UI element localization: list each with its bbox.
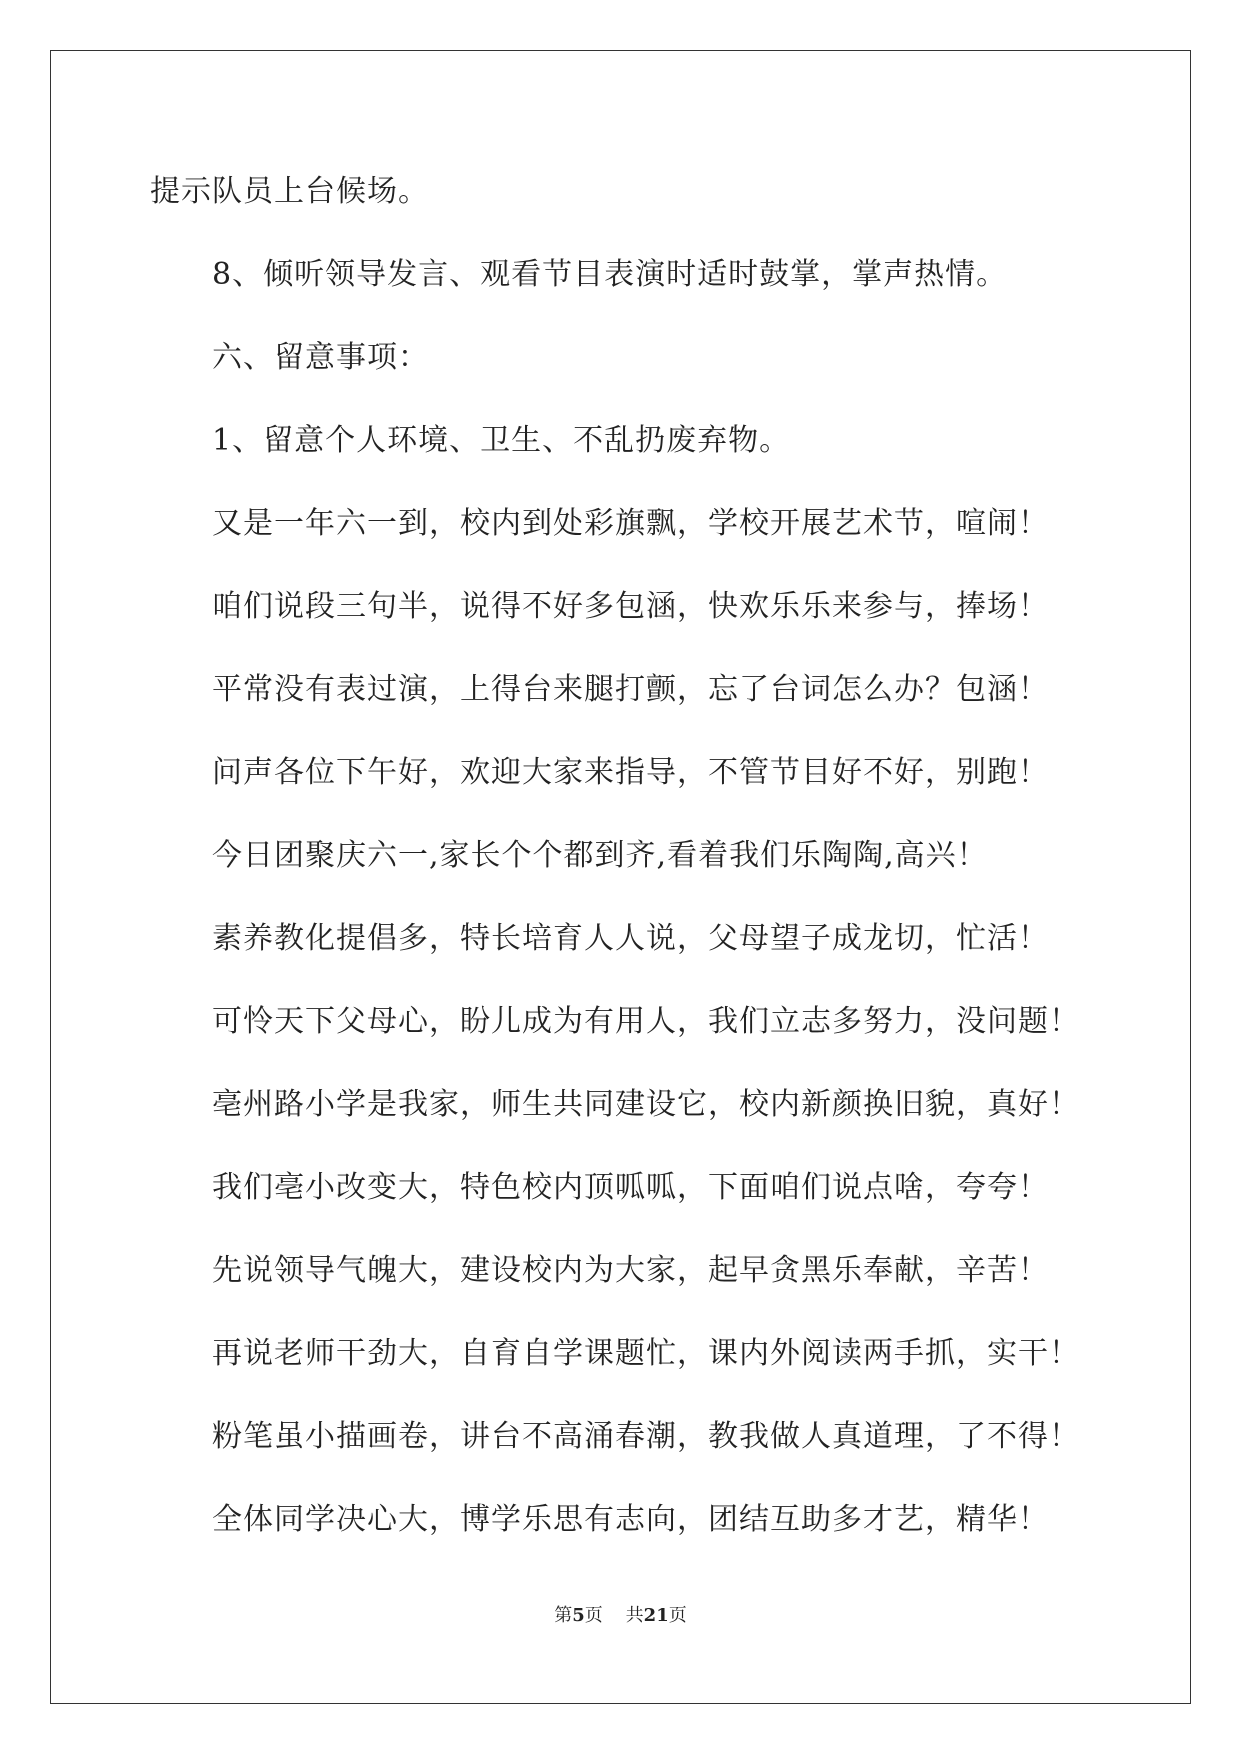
text-line-14: 先说领导气魄大，建设校内为大家，起早贪黑乐奉献，辛苦！ xyxy=(212,1253,1049,1288)
text-line-6: 咱们说段三句半，说得不好多包涵，快欢乐乐来参与，捧场！ xyxy=(212,589,1049,624)
text-line-17: 全体同学决心大，博学乐思有志向，团结互助多才艺，精华！ xyxy=(212,1502,1049,1537)
text-line-13: 我们亳小改变大，特色校内顶呱呱，下面咱们说点啥，夸夸！ xyxy=(212,1170,1049,1205)
text-line-4: 1、留意个人环境、卫生、不乱扔废弃物。 xyxy=(212,423,791,458)
total-pages: 21 xyxy=(643,1605,669,1626)
page-footer xyxy=(0,1604,1241,1628)
text-line-3: 六、留意事项： xyxy=(212,340,429,375)
text-line-1: 提示队员上台候场。 xyxy=(150,174,429,209)
text-line-15: 再说老师干劲大，自育自学课题忙，课内外阅读两手抓，实干！ xyxy=(212,1336,1080,1371)
text-line-9: 今日团聚庆六一,家长个个都到齐,看着我们乐陶陶,高兴！ xyxy=(212,838,988,873)
text-line-16: 粉笔虽小描画卷，讲台不高涌春潮，教我做人真道理，了不得！ xyxy=(212,1419,1080,1454)
text-line-7: 平常没有表过演，上得台来腿打颤，忘了台词怎么办？包涵！ xyxy=(212,672,1049,707)
page-prefix: 第 xyxy=(554,1605,573,1626)
text-line-12: 亳州路小学是我家，师生共同建设它，校内新颜换旧貌，真好！ xyxy=(212,1087,1080,1122)
total-suffix: 页 xyxy=(668,1605,687,1626)
text-line-11: 可怜天下父母心，盼儿成为有用人，我们立志多努力，没问题！ xyxy=(212,1004,1080,1039)
page-number: 5 xyxy=(572,1605,585,1626)
text-line-5: 又是一年六一到，校内到处彩旗飘，学校开展艺术节，喧闹！ xyxy=(212,506,1049,541)
total-prefix: 共 xyxy=(625,1605,644,1626)
text-line-2: 8、倾听领导发言、观看节目表演时适时鼓掌，掌声热情。 xyxy=(212,257,1008,292)
page-suffix: 页 xyxy=(584,1605,603,1626)
text-line-10: 素养教化提倡多，特长培育人人说，父母望子成龙切，忙活！ xyxy=(212,921,1049,956)
text-line-8: 问声各位下午好，欢迎大家来指导，不管节目好不好，别跑！ xyxy=(212,755,1049,790)
